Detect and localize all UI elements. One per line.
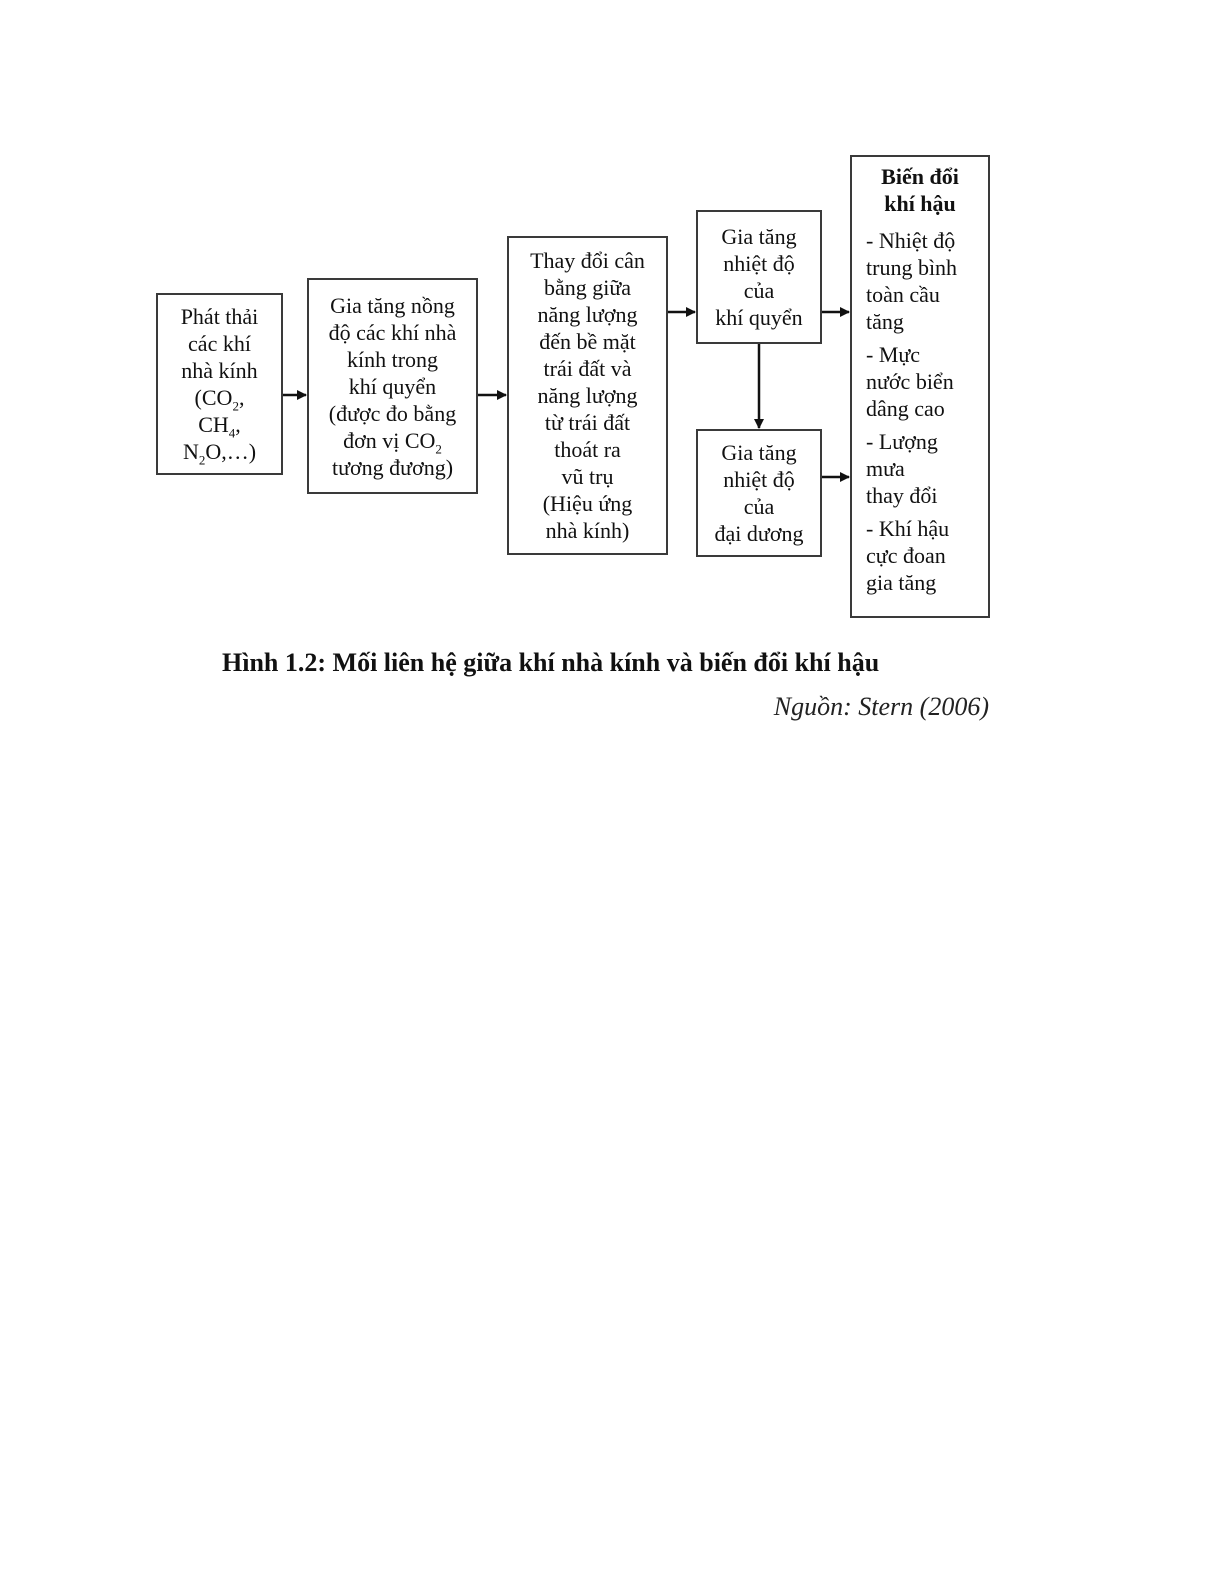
box2-line-7: tương đương) [331, 454, 454, 480]
box6-item-temperature [866, 227, 988, 335]
box1-line-3: nhà kính [181, 358, 258, 383]
box5-line-1: Gia tăng [721, 440, 797, 465]
box1-co2-sub: 2 [232, 398, 239, 414]
box6-item3-line-1: - Lượng [866, 429, 938, 454]
box2-line-6 [343, 427, 442, 454]
box6-item3-line-3: thay đổi [866, 483, 938, 508]
box5-line-2: nhiệt độ [723, 467, 795, 492]
box2-line-4: khí quyển [348, 373, 437, 399]
box1-n2o-sub: 2 [198, 452, 206, 468]
box1-ch4-sub: 4 [228, 425, 236, 441]
box6-item-sea-level [866, 341, 988, 422]
box1-ch4-text: CH [198, 412, 229, 437]
box1-co2-text: (CO [194, 385, 233, 410]
box2-line-5: (được đo bằng [328, 400, 457, 426]
box5-line-3: của [743, 494, 775, 519]
box2-line-2: độ các khí nhà [328, 319, 457, 345]
box-atmosphere-temperature [696, 210, 822, 344]
box3-line-10: (Hiệu ứng [542, 491, 633, 516]
box6-item1-line-3: toàn cầu [866, 282, 940, 307]
box3-line-5: trái đất và [543, 356, 632, 381]
box1-line-4 [194, 384, 245, 414]
box-ocean-temperature [696, 429, 822, 557]
box4-line-3: của [743, 278, 775, 303]
figure-caption: Hình 1.2: Mối liên hệ giữa khí nhà kính và biến đổi khí hậu [222, 648, 880, 677]
box6-item4-line-3: gia tăng [866, 570, 937, 595]
box-energy-balance [507, 236, 668, 555]
box6-item2-line-3: dâng cao [866, 396, 945, 421]
box3-line-1: Thay đổi cân [530, 248, 645, 273]
box3-line-2: bằng giữa [543, 275, 632, 300]
box6-item1-line-1: - Nhiệt độ [866, 228, 956, 253]
box1-line-2: các khí [188, 331, 251, 356]
box1-co2-suffix: , [238, 385, 245, 410]
box4-line-4: khí quyển [715, 305, 803, 330]
box-ghg-emissions [156, 293, 283, 475]
box3-line-4: đến bề mặt [539, 329, 636, 354]
box3-line-6: năng lượng [537, 383, 638, 408]
box6-item4-line-1: - Khí hậu [866, 516, 950, 541]
box2-co2-text: đơn vị CO [343, 427, 436, 453]
box4-line-2: nhiệt độ [723, 251, 795, 276]
box-climate-change [850, 155, 990, 618]
box2-line-1: Gia tăng nồng [330, 292, 455, 318]
box3-line-3: năng lượng [537, 302, 638, 327]
box6-title-line-2: khí hậu [884, 191, 956, 216]
box1-line-6 [182, 438, 257, 468]
box6-title [866, 163, 974, 217]
box6-item4-line-2: cực đoan [866, 543, 946, 568]
box3-line-9: vũ trụ [561, 464, 614, 489]
box1-line-1: Phát thải [180, 304, 259, 329]
box6-item-rainfall [866, 428, 988, 509]
box3-line-7: từ trái đất [544, 410, 631, 435]
box1-n2o-text: N [182, 439, 199, 464]
box6-item1-line-4: tăng [866, 309, 904, 334]
box-ghg-concentration [307, 278, 478, 494]
box6-item1-line-2: trung bình [866, 255, 958, 280]
box6-item2-line-2: nước biển [866, 369, 954, 394]
figure-source: Nguồn: Stern (2006) [773, 692, 989, 721]
box6-title-line-1: Biến đổi [881, 164, 959, 189]
box3-line-11: nhà kính) [545, 518, 630, 543]
box4-line-1: Gia tăng [721, 224, 797, 249]
box2-co2-sub: 2 [435, 440, 442, 456]
box1-ch4-suffix: , [235, 412, 241, 437]
box6-item-extreme-climate [866, 515, 988, 596]
box1-line-5 [198, 411, 241, 441]
box6-item3-line-2: mưa [866, 456, 905, 481]
box3-line-8: thoát ra [554, 437, 621, 462]
box1-n2o-suffix: O,…) [205, 439, 257, 464]
box2-line-3: kính trong [346, 346, 439, 372]
box5-line-4: đại dương [714, 521, 804, 546]
box6-item2-line-1: - Mực [866, 342, 921, 367]
